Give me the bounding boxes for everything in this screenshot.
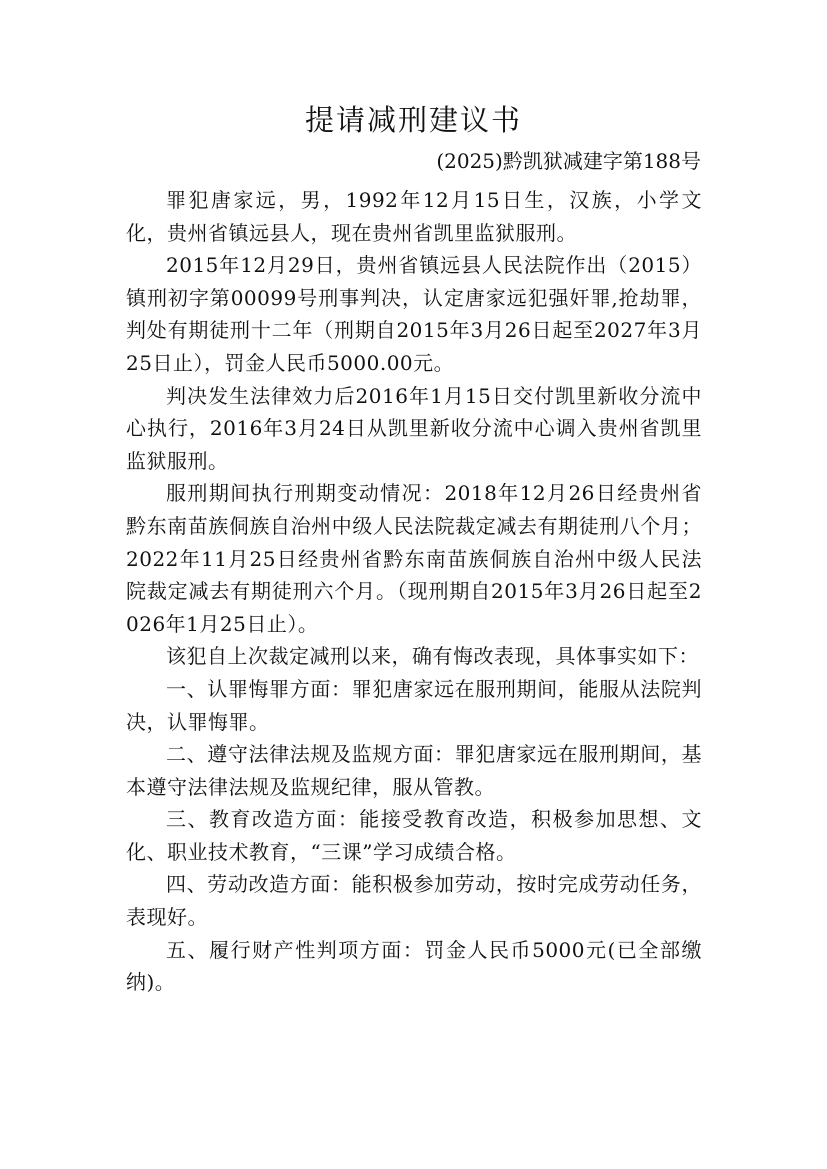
paragraph-offender-info: 罪犯唐家远，男，1992年12月15日生，汉族，小学文化，贵州省镇远县人，现在贵州省凯里监狱服刑。 — [126, 188, 702, 245]
paragraph-discipline: 二、遵守法律法规及监规方面：罪犯唐家远在服刑期间，基本遵守法律法规及监规纪律，服从管教。 — [126, 742, 702, 799]
paragraph-property-fine: 五、履行财产性判项方面：罚金人民币5000元(已全部缴纳)。 — [126, 937, 702, 995]
paragraph-labor: 四、劳动改造方面：能积极参加劳动，按时完成劳动任务，表现好。 — [126, 872, 702, 930]
document-number: (2025)黔凯狱减建字第188号 — [436, 149, 701, 173]
document-title: 提请减刑建议书 — [304, 103, 522, 137]
paragraph-sentence-changes: 服刑期间执行刑期变动情况：2018年12月26日经贵州省黔东南苗族侗族自治州中级人民法院裁定减去有期徒刑八个月；2022年11月25日经贵州省黔东南苗族侗族自治州中级人民法院裁定减去有期徒刑六个月。（现刑期自2015年3月26日起至2026年1月25日止）。 — [126, 481, 702, 636]
paragraph-education: 三、教育改造方面：能接受教育改造，积极参加思想、文化、职业技术教育，“三课”学习成绩合格。 — [126, 807, 702, 864]
paragraph-repentance: 一、认罪悔罪方面：罪犯唐家远在服刑期间，能服从法院判决，认罪悔罪。 — [126, 676, 702, 734]
paragraph-transfer: 判决发生法律效力后2016年1月15日交付凯里新收分流中心执行，2016年3月24日从凯里新收分流中心调入贵州省凯里监狱服刑。 — [126, 383, 702, 473]
paragraph-original-judgment: 2015年12月29日，贵州省镇远县人民法院作出（2015）镇刑初字第00099号刑事判决，认定唐家远犯强奸罪,抢劫罪，判处有期徒刑十二年（刑期自2015年3月26日起至2027年3月25日止），罚金人民币5000.00元。 — [126, 253, 702, 375]
paragraph-facts-intro: 该犯自上次裁定减刑以来，确有悔改表现，具体事实如下： — [166, 644, 699, 669]
document-body — [126, 184, 702, 999]
